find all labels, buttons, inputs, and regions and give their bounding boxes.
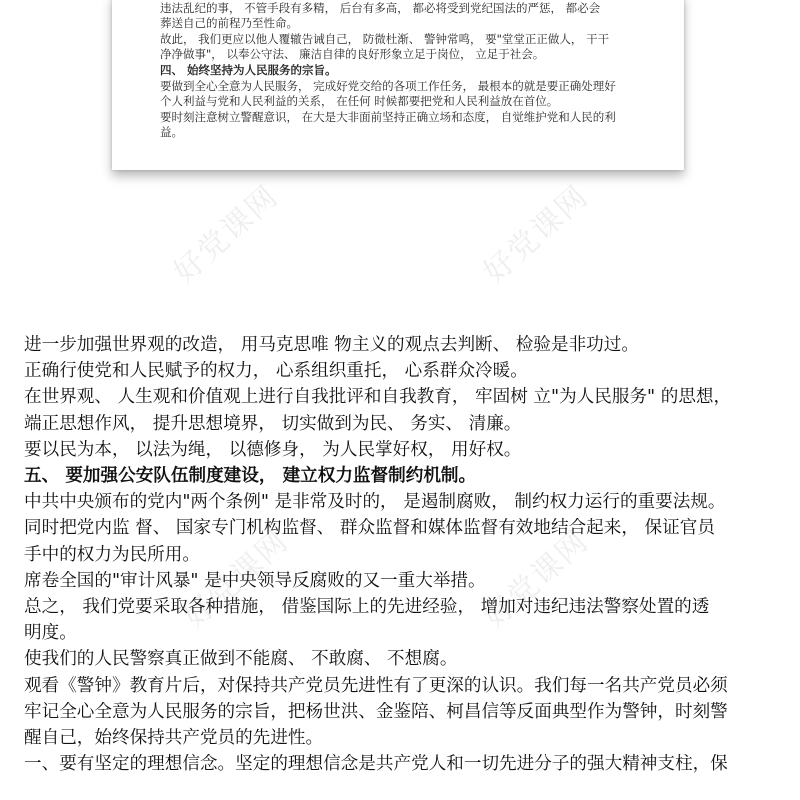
body-line: 醒自己，始终保持共产党员的先进性。: [24, 728, 324, 749]
body-line: 同时把党内监 督、 国家专门机构监督、 群众监督和媒体监督有效地结合起来， 保证官员: [24, 518, 715, 539]
section-heading: 五、 要加强公安队伍制度建设， 建立权力监督制约机制。: [24, 466, 477, 487]
preview-line: 个人利益与党和人民利益的关系， 在任何 时候都要把党和人民利益放在首位。: [160, 94, 559, 109]
watermark: 好党课网: [477, 178, 596, 291]
body-line: 一、要有坚定的理想信念。坚定的理想信念是共产党人和一切先进分子的强大精神支柱，保: [24, 754, 728, 775]
body-line: 观看《警钟》教育片后，对保持共产党员先进性有了更深的认识。我们每一名共产党员必须: [24, 675, 728, 696]
body-line: 在世界观、 人生观和价值观上进行自我批评和自我教育， 牢固树 立"为人民服务" 的思想，: [24, 387, 732, 408]
preview-line: 要时刻注意树立警醒意识， 在大是大非面前坚持正确立场和态度， 自觉维护党和人民的利: [160, 109, 616, 124]
body-line: 席卷全国的"审计风暴" 是中央领导反腐败的又一重大举措。: [24, 570, 486, 591]
body-line: 进一步加强世界观的改造， 用马克思唯 物主义的观点去判断、 检验是非功过。: [24, 335, 639, 355]
body-line: 正确行使党和人民赋予的权力， 心系组织重托， 心系群众冷暖。: [24, 361, 528, 382]
preview-line: 葬送自己的前程乃至性命。: [160, 16, 298, 31]
body-line: 端正思想作风， 提升思想境界， 切实做到为民、 务实、 清廉。: [24, 413, 522, 434]
document-preview-card: [112, 0, 684, 170]
body-line: 总之， 我们党要采取各种措施， 借鉴国际上的先进经验， 增加对违纪违法警察处置的透: [24, 597, 710, 618]
watermark: 好党课网: [177, 523, 296, 636]
preview-line: 要做到全心全意为人民服务， 完成好党交给的各项工作任务， 最根本的就是要正确处理好: [160, 78, 616, 93]
document-preview-text: [160, 0, 660, 141]
preview-line: 违法乱纪的事， 不管手段有多精， 后台有多高， 都必将受到党纪国法的严惩， 都必会: [160, 0, 601, 15]
watermark: 好党课网: [167, 178, 286, 291]
document-body: [24, 332, 784, 777]
preview-heading: 四、 始终坚持为人民服务的宗旨。: [160, 62, 337, 77]
body-line: 要以民为本， 以法为绳， 以德修身， 为人民掌好权， 用好权。: [24, 439, 522, 460]
body-line: 中共中央颁布的党内"两个条例" 是非常及时的， 是遏制腐败， 制约权力运行的重要法规。: [24, 492, 726, 513]
preview-line: 净净做事"， 以奉公守法、 廉洁自律的良好形象立足于岗位， 立足于社会。: [160, 47, 545, 62]
preview-line: 益。: [160, 125, 183, 140]
watermark: 好党课网: [477, 523, 596, 636]
body-line: 明度。: [24, 623, 77, 644]
body-line: 手中的权力为民所用。: [24, 544, 200, 565]
body-line: 牢记全心全意为人民服务的宗旨，把杨世洪、金鉴陪、柯昌信等反面典型作为警钟，时刻警: [24, 701, 728, 722]
body-line: 使我们的人民警察真正做到不能腐、 不敢腐、 不想腐。: [24, 649, 458, 670]
preview-line: 故此， 我们更应以他人覆辙告诫自己， 防微杜渐、 警钟常鸣， 要"堂堂正正做人， 干干: [160, 31, 610, 46]
